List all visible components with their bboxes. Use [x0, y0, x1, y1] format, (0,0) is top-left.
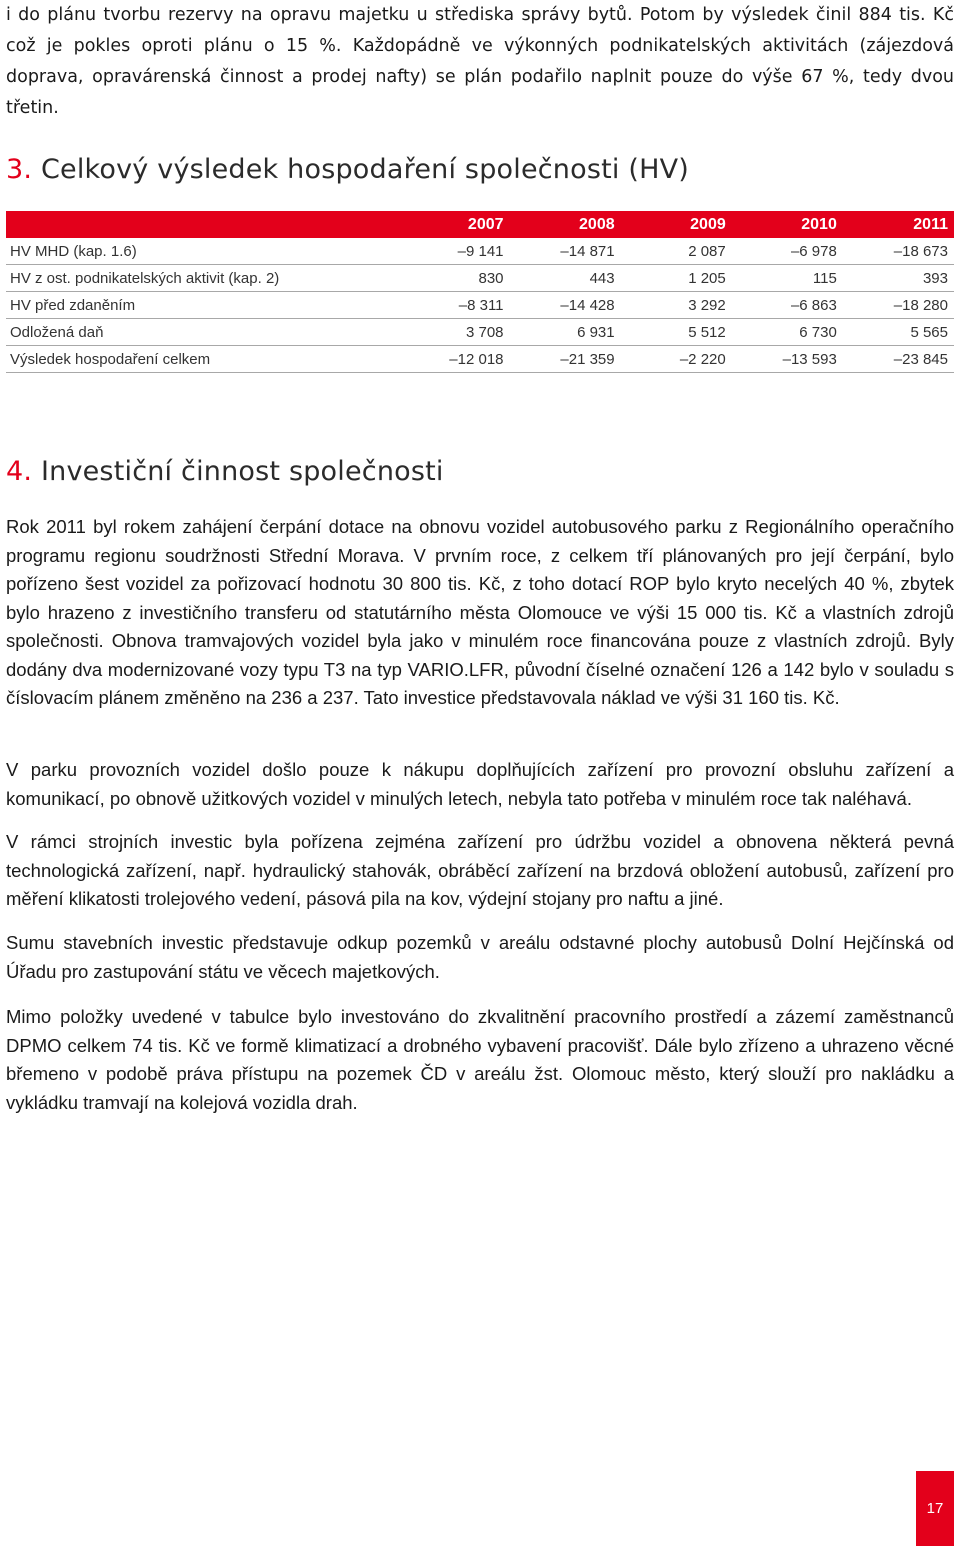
header-year: 2008: [510, 211, 621, 238]
table-row: [6, 346, 954, 373]
row-value: –14 871: [510, 238, 621, 265]
body-paragraph: V rámci strojních investic byla pořízena zejména zařízení pro údržbu vozidel a obnovena některá pevná technologická zařízení, např. hydraulický stahovák, obráběcí zařízení na brzdová obložení autobusů, zařízení pro měření klikatosti trolejového vedení, pásová pila na kov, výdejní stojany pro naftu a jiné.: [6, 831, 954, 909]
section-4-title: Investiční činnost společnosti: [40, 456, 444, 487]
row-label: Odložená daň: [6, 319, 398, 346]
row-value: 3 708: [398, 319, 509, 346]
row-value: –14 428: [510, 292, 621, 319]
table-row: [6, 292, 954, 319]
row-value: –13 593: [732, 346, 843, 373]
row-label: Výsledek hospodaření celkem: [6, 346, 398, 373]
header-year: 2011: [843, 211, 954, 238]
row-value: –12 018: [398, 346, 509, 373]
row-label: HV MHD (kap. 1.6): [6, 238, 398, 265]
body-paragraph: Sumu stavebních investic představuje odkup pozemků v areálu odstavné plochy autobusů Dolní Hejčínská od Úřadu pro zastupování státu ve věcech majetkových.: [6, 932, 954, 982]
page-number-badge: [916, 1471, 954, 1546]
body-paragraph: Mimo položky uvedené v tabulce bylo investováno do zkvalitnění pracovního prostředí a zázemí zaměstnanců DPMO celkem 74 tis. Kč ve formě klimatizací a drobného vybavení pracovišť. Dále bylo zřízeno a uhrazeno věcné břemeno v podobě práva přístupu na pozemek ČD v areálu žst. Olomouc město, který slouží pro nakládku a vykládku tramvají na kolejová vozidla drah.: [6, 1006, 954, 1113]
row-value: –18 280: [843, 292, 954, 319]
row-value: 115: [732, 265, 843, 292]
hv-table: [6, 211, 954, 373]
row-value: 6 931: [510, 319, 621, 346]
row-value: 1 205: [621, 265, 732, 292]
section-4-number: 4.: [6, 456, 33, 487]
page-number: 17: [926, 1500, 944, 1517]
row-label: HV před zdaněním: [6, 292, 398, 319]
row-value: –6 978: [732, 238, 843, 265]
row-value: –18 673: [843, 238, 954, 265]
row-value: 3 292: [621, 292, 732, 319]
table-row: [6, 238, 954, 265]
table-row: [6, 265, 954, 292]
row-value: 5 512: [621, 319, 732, 346]
section-3-number: 3.: [6, 154, 33, 185]
row-value: 5 565: [843, 319, 954, 346]
header-year: 2009: [621, 211, 732, 238]
row-value: 443: [510, 265, 621, 292]
row-value: –6 863: [732, 292, 843, 319]
body-paragraph: V parku provozních vozidel došlo pouze k nákupu doplňujících zařízení pro provozní obsluhu zařízení a komunikací, po obnově užitkových vozidel v minulých letech, nebyla tato potřeba v minulém roce tak naléhavá.: [6, 759, 954, 809]
row-value: 393: [843, 265, 954, 292]
row-value: 2 087: [621, 238, 732, 265]
section-4-heading: [6, 456, 444, 487]
row-label: HV z ost. podnikatelských aktivit (kap. 2): [6, 265, 398, 292]
section-3-heading: [6, 154, 689, 185]
row-value: –23 845: [843, 346, 954, 373]
header-year: 2007: [398, 211, 509, 238]
intro-paragraph: i do plánu tvorbu rezervy na opravu majetku u střediska správy bytů. Potom by výsledek činil 884 tis. Kč což je pokles oproti plánu o 15 %. Každopádně ve výkonných podnikatelských aktivitách (zájezdová doprava, opravárenská činnost a prodej nafty) se plán podařilo naplnit pouze do výše 67 %, tedy dvou třetin.: [6, 5, 954, 118]
table-row: [6, 319, 954, 346]
row-value: –8 311: [398, 292, 509, 319]
row-value: –21 359: [510, 346, 621, 373]
table-header-row: [6, 211, 954, 238]
header-label-cell: [6, 211, 398, 238]
row-value: –2 220: [621, 346, 732, 373]
row-value: 6 730: [732, 319, 843, 346]
body-paragraph: Rok 2011 byl rokem zahájení čerpání dotace na obnovu vozidel autobusového parku z Regionálního operačního programu regionu soudržnosti Střední Morava. V prvním roce, z celkem tří plánovaných pro její čerpání, bylo pořízeno šest vozidel za pořizovací hodnotu 30 800 tis. Kč, z toho dotací ROP bylo kryto necelých 40 %, zbytek bylo hrazeno z investičního transferu od statutárního města Olomouce ve výši 15 000 tis. Kč a vlastních zdrojů společnosti. Obnova tramvajových vozidel byla jako v minulém roce financována pouze z vlastních zdrojů. Byly dodány dva modernizované vozy typu T3 na typ VARIO.LFR, původní číselné označení 126 a 142 bylo v souladu s číslovacím plánem změněno na 236 a 237. Tato investice představovala náklad ve výši 31 160 tis. Kč.: [6, 516, 954, 708]
row-value: 830: [398, 265, 509, 292]
header-year: 2010: [732, 211, 843, 238]
section-3-title: Celkový výsledek hospodaření společnosti (HV): [40, 154, 690, 185]
row-value: –9 141: [398, 238, 509, 265]
